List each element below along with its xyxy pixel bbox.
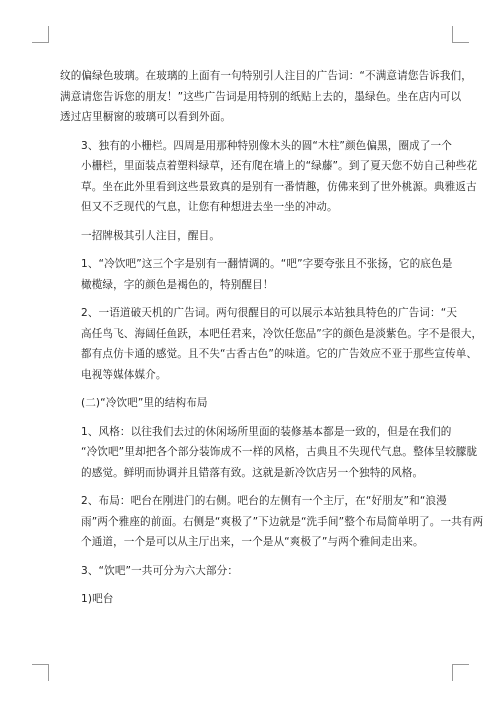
- text-line: “冷饮吧”里却把各个部分装饰成不一样的风格，古典且不失现代气息。整体呈较朦胧: [81, 446, 478, 458]
- text-line: 3、“饮吧”一共可分为六大部分：: [81, 564, 239, 577]
- text-line: 的感觉。鲜明而协调并且错落有致。这就是新冷饮店另一个独特的风格。: [81, 466, 424, 479]
- text-line: (二)“冷饮吧”里的结构布局: [81, 397, 208, 409]
- corner-mark-top-right: [452, 26, 469, 43]
- section-heading: [60, 393, 445, 414]
- text-line: 电视等媒体媒介。: [81, 368, 167, 381]
- text-line: 雨”两个雅座的前面。右侧是“爽极了”下边就是“洗手间”整个布局简单明了。一共有两: [81, 515, 484, 528]
- paragraph: [60, 226, 445, 247]
- text-line: 1、“冷饮吧”这三个字是别有一翻情调的。“吧”字要夸张且不张扬，它的底色是: [81, 258, 453, 270]
- text-line: 草。坐在此外里看到这些景致真的是别有一番情趣，仿佛来到了世外桃源。典雅返古: [81, 180, 477, 193]
- paragraph: [60, 303, 483, 385]
- text-line: 橄榄绿，字的颜色是褐色的，特别醒目！: [81, 278, 274, 291]
- corner-mark-top-left: [32, 26, 49, 43]
- text-line: 个通道，一个是可以从主厅出来，一个是从“爽极了”与两个雅间走出来。: [81, 536, 424, 548]
- text-line: 1、风格：以往我们去过的休闲场所里面的装修基本都是一致的，但是在我们的: [81, 425, 452, 438]
- text-line: 透过店里橱窗的玻璃可以看到外面。: [60, 111, 232, 123]
- text-line: 2、一语道破天机的广告词。两句很醒目的可以展示本站独具特色的广告词：“天: [81, 307, 458, 319]
- corner-mark-bottom-right: [452, 664, 469, 681]
- text-line: 2、布局：吧台在刚进门的右侧。吧台的左侧有一个主厅，在“好朋友”和“浪漫: [81, 495, 447, 507]
- paragraph: [60, 491, 484, 553]
- text-line: 3、独有的小栅栏。四周是用那种特别像木头的圆“木柱”颜色偏黑，圈成了一个: [81, 139, 452, 152]
- text-line: 一招牌极其引人注目，醒目。: [81, 229, 221, 242]
- paragraph: [60, 561, 445, 582]
- paragraph: [60, 254, 453, 295]
- text-line: 高任鸟飞、海阔任鱼跃，本吧任君来，冷饮任您品”字的颜色是淡紫色。字不是很大，: [81, 327, 483, 340]
- corner-mark-bottom-left: [32, 664, 49, 681]
- paragraph: [60, 422, 478, 484]
- text-line: 满意请您告诉您的朋友！”这些广告词是用特别的纸贴上去的，墨绿色。坐在店内可以: [60, 90, 462, 103]
- paragraph: [60, 66, 472, 128]
- text-line: 1)吧台: [81, 593, 114, 605]
- text-line: 都有点仿卡通的感觉。且不失“古香古色”的味道。它的广告效应不亚于那些宣传单、: [81, 348, 478, 360]
- paragraph: [60, 589, 445, 610]
- text-line: 纹的偏绿色玻璃。在玻璃的上面有一句特别引人注目的广告词：“不满意请您告诉我们，: [60, 70, 472, 82]
- text-line: 小栅栏，里面装点着塑料绿草，还有爬在墙上的“绿藤”。到了夏天您不妨自己种些花: [81, 160, 478, 172]
- text-line: 但又不乏现代的气息，让您有种想进去坐一坐的冲动。: [81, 201, 338, 213]
- document-body: [60, 66, 484, 618]
- paragraph: [60, 136, 478, 218]
